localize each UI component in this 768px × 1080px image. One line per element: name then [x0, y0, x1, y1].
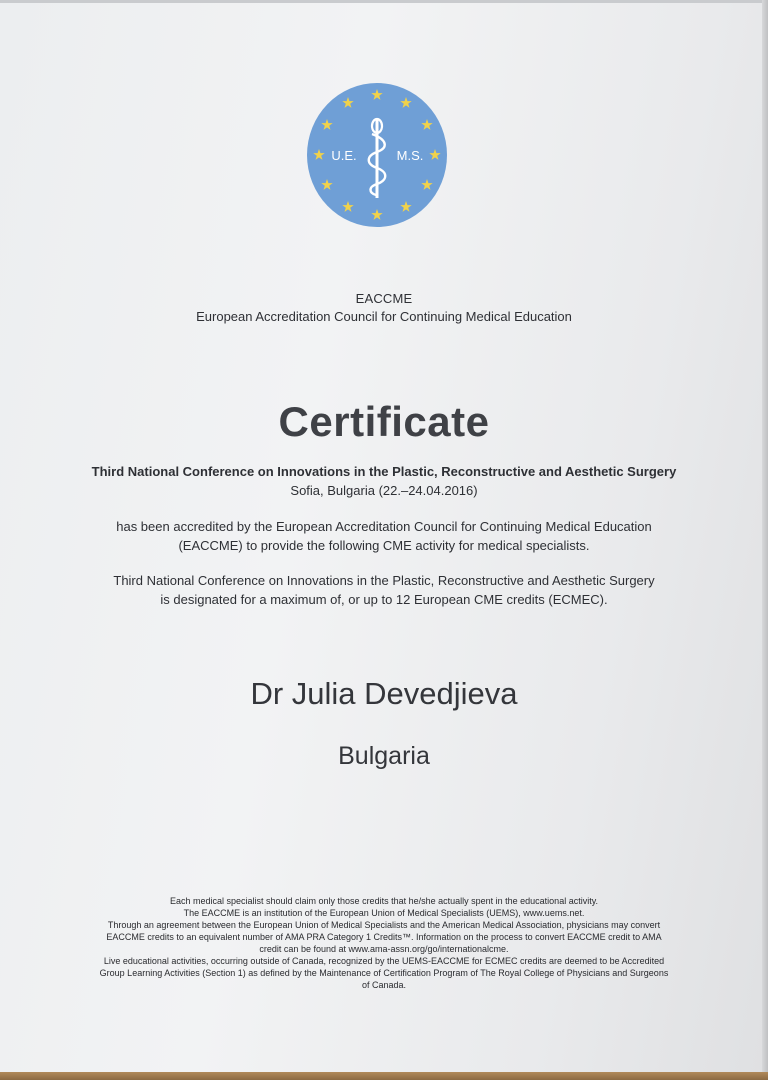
footer-line: credit can be found at www.ama-assn.org/go/internationalcme. — [259, 944, 509, 954]
accreditation-paragraph — [0, 517, 768, 555]
event-name: Third National Conference on Innovations in the Plastic, Reconstructive and Aesthetic Surgery — [91, 464, 677, 479]
footer-line: Each medical specialist should claim only those credits that he/she actually spent in the educational activity. — [169, 896, 599, 906]
credits-paragraph — [0, 571, 768, 609]
footer-line: Through an agreement between the European Union of Medical Specialists and the American Medical Association, physicians may convert — [107, 920, 661, 930]
paragraph-line: Third National Conference on Innovations in the Plastic, Reconstructive and Aesthetic Surgery — [113, 573, 655, 588]
recipient-country: Bulgaria — [338, 742, 430, 770]
uems-seal-logo — [306, 82, 448, 228]
paragraph-line: has been accredited by the European Accreditation Council for Continuing Medical Education — [116, 519, 652, 534]
footer-line: EACCME credits to an equivalent number of AMA PRA Category 1 Credits™. Information on the process to convert EACCME credit to AMA — [106, 932, 662, 942]
seal-text-left: U.E. — [331, 148, 357, 163]
footer-notes — [0, 895, 768, 991]
event-location: Sofia, Bulgaria (22.–24.04.2016) — [290, 483, 478, 498]
recipient-name: Dr Julia Devedjieva — [250, 676, 518, 711]
certificate-title: Certificate — [278, 398, 490, 445]
header-acronym: EACCME — [355, 291, 413, 306]
seal-text-right: M.S. — [396, 148, 424, 163]
wooden-frame-edge — [0, 1072, 768, 1080]
paragraph-line: is designated for a maximum of, or up to 12 European CME credits (ECMEC). — [160, 592, 608, 607]
footer-line: Group Learning Activities (Section 1) as defined by the Maintenance of Certification Program of The Royal College of Physicians and Surgeons — [99, 968, 669, 978]
paragraph-line: (EACCME) to provide the following CME activity for medical specialists. — [178, 538, 590, 553]
footer-line: of Canada. — [361, 980, 407, 990]
footer-line: Live educational activities, occurring outside of Canada, recognized by the UEMS-EACCME for ECMEC credits are deemed to be Accredited — [103, 956, 665, 966]
footer-line: The EACCME is an institution of the European Union of Medical Specialists (UEMS), www.uems.net. — [183, 908, 585, 918]
header-council-name: European Accreditation Council for Continuing Medical Education — [196, 309, 572, 324]
sheet-top-edge — [0, 0, 768, 3]
